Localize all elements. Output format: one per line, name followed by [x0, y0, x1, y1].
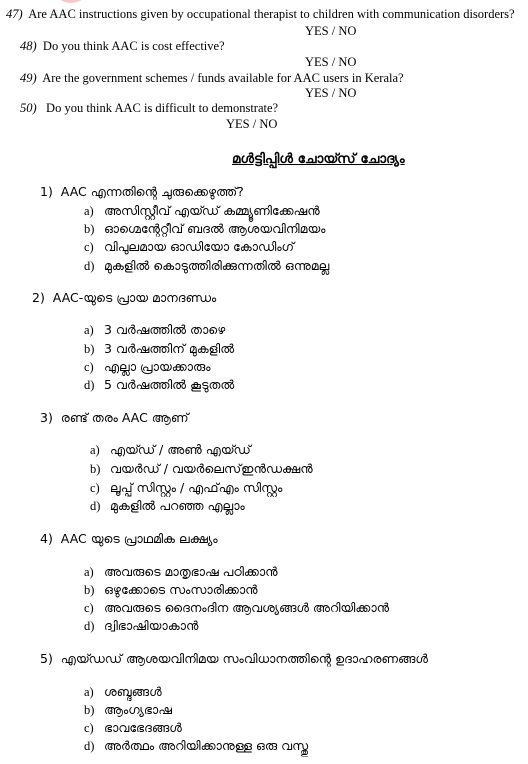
option-5c: [84, 720, 182, 736]
question-number: 1): [40, 184, 53, 199]
question-47: [6, 7, 515, 22]
question-text: AAC എന്നതിന്റെ ചുരുക്കെഴുത്ത്?: [60, 184, 244, 199]
question-text: Are the government schemes / funds available for AAC users in Kerala?: [42, 71, 404, 85]
option-letter: a): [84, 323, 94, 337]
option-letter: d): [84, 739, 95, 753]
option-text: ഭാവഭേദങ്ങൾ: [104, 720, 182, 735]
option-1a: [84, 203, 320, 219]
option-letter: b): [84, 222, 95, 236]
option-letter: b): [90, 462, 101, 476]
option-3a: [90, 442, 251, 458]
option-text: ദ്വിഭാഷിയാകാൻ: [104, 618, 199, 633]
option-text: 3 വർഷത്തിൽ താഴെ: [104, 322, 226, 337]
highlight-mark: [58, 0, 84, 3]
option-letter: a): [84, 565, 94, 579]
option-2d: [84, 377, 234, 393]
option-5a: [84, 684, 162, 700]
question-number: 4): [40, 531, 53, 546]
question-text: Are AAC instructions given by occupational therapist to children with communication disorders?: [28, 7, 515, 21]
option-2c: [84, 359, 211, 375]
option-text: എല്ലാ പ്രായക്കാരും: [104, 359, 211, 374]
answer-yes-no: YES / NO: [305, 55, 357, 69]
option-letter: b): [84, 583, 95, 597]
question-text: AAC യുടെ പ്രാഥമിക ലക്ഷ്യം: [60, 531, 218, 546]
question-number: 2): [32, 290, 45, 305]
option-text: ശബ്ദങ്ങൾ: [104, 684, 162, 699]
option-2b: [84, 341, 234, 357]
question-number: 48): [20, 39, 37, 53]
option-text: മുകളിൽ കൊടുത്തിരിക്കുന്നതിൽ ഒന്നുമല്ല: [104, 258, 330, 273]
option-5b: [84, 702, 172, 718]
option-text: മുകളിൽ പറഞ്ഞ എല്ലാം: [110, 498, 245, 513]
option-3b: [90, 461, 313, 477]
mcq-question-2: [32, 290, 216, 306]
option-text: എയ്ഡ് / അൺ എയ്ഡ്: [110, 442, 251, 457]
option-letter: a): [84, 685, 94, 699]
option-4a: [84, 564, 278, 580]
question-number: 5): [40, 651, 53, 666]
option-3d: [90, 498, 245, 514]
option-4b: [84, 582, 258, 598]
question-text: Do you think AAC is difficult to demonstrate?: [46, 101, 279, 115]
mcq-section-title: മൾട്ടിപ്പിൾ ചോയ്സ് ചോദ്യം: [232, 151, 405, 167]
option-1c: [84, 239, 294, 255]
question-number: 47): [6, 7, 23, 21]
answer-yes-no: YES / NO: [226, 117, 278, 131]
option-1b: [84, 221, 326, 237]
option-3c: [90, 480, 282, 496]
option-4d: [84, 618, 198, 634]
option-text: വിപുലമായ ഓഡിയോ കോഡിംഗ്: [104, 239, 295, 254]
option-letter: d): [84, 378, 95, 392]
question-50: [20, 101, 278, 116]
question-48: [20, 39, 225, 54]
option-text: ആംഗ്യഭാഷ: [104, 702, 172, 717]
mcq-question-4: [40, 531, 218, 547]
option-text: ഒഴുക്കോടെ സംസാരിക്കാൻ: [104, 582, 258, 597]
option-letter: d): [84, 259, 95, 273]
option-letter: c): [84, 240, 94, 254]
option-1d: [84, 258, 329, 274]
option-letter: c): [90, 481, 100, 495]
option-text: അവരുടെ മാതൃഭാഷ പഠിക്കാൻ: [104, 564, 278, 579]
question-text: AAC-യുടെ പ്രായ മാനദണ്ഡം: [52, 290, 217, 305]
question-number: 3): [40, 410, 53, 425]
option-text: അർത്ഥം അറിയിക്കാനുള്ള ഒരു വസ്തു: [104, 738, 309, 753]
option-text: വയർഡ് / വയർലെസ്ഇൻഡക്ഷൻ: [110, 461, 313, 476]
question-49: [20, 71, 404, 86]
answer-yes-no: YES / NO: [305, 24, 357, 38]
mcq-question-3: [40, 410, 189, 426]
option-2a: [84, 322, 225, 338]
option-letter: c): [84, 601, 94, 615]
mcq-question-5: [40, 651, 428, 667]
answer-yes-no: YES / NO: [305, 86, 357, 100]
question-text: എയ്ഡഡ് ആശയവിനിമയ സംവിധാനത്തിന്റെ ഉദാഹരണങ്ങൾ: [60, 651, 428, 666]
question-text: Do you think AAC is cost effective?: [42, 39, 225, 53]
option-5d: [84, 738, 308, 754]
option-text: 3 വർഷത്തിന് മുകളിൽ: [104, 341, 235, 356]
question-number: 50): [20, 101, 37, 115]
option-letter: b): [84, 342, 95, 356]
option-text: അസിസ്റ്റീവ് എയ്ഡ് കമ്മ്യൂണിക്കേഷൻ: [104, 203, 320, 218]
option-text: അവരുടെ ദൈനംദിന ആവശ്യങ്ങൾ അറിയിക്കാൻ: [104, 600, 390, 615]
option-letter: d): [90, 499, 101, 513]
option-letter: c): [84, 721, 94, 735]
option-letter: d): [84, 619, 95, 633]
question-number: 49): [20, 71, 37, 85]
option-text: ലൂപ്പ് സിസ്റ്റം / എഫ്എം സിസ്റ്റം: [110, 480, 283, 495]
option-letter: c): [84, 360, 94, 374]
option-letter: a): [90, 443, 100, 457]
option-letter: b): [84, 703, 95, 717]
option-letter: a): [84, 204, 94, 218]
mcq-question-1: [40, 184, 244, 200]
question-text: രണ്ട് തരം AAC ആണ്: [60, 410, 189, 425]
option-text: 5 വർഷത്തിൽ കൂടുതൽ: [104, 377, 235, 392]
option-4c: [84, 600, 389, 616]
option-text: ഓഗ്മെന്റേറ്റീവ് ബദൽ ആശയവിനിമയം: [104, 221, 326, 236]
